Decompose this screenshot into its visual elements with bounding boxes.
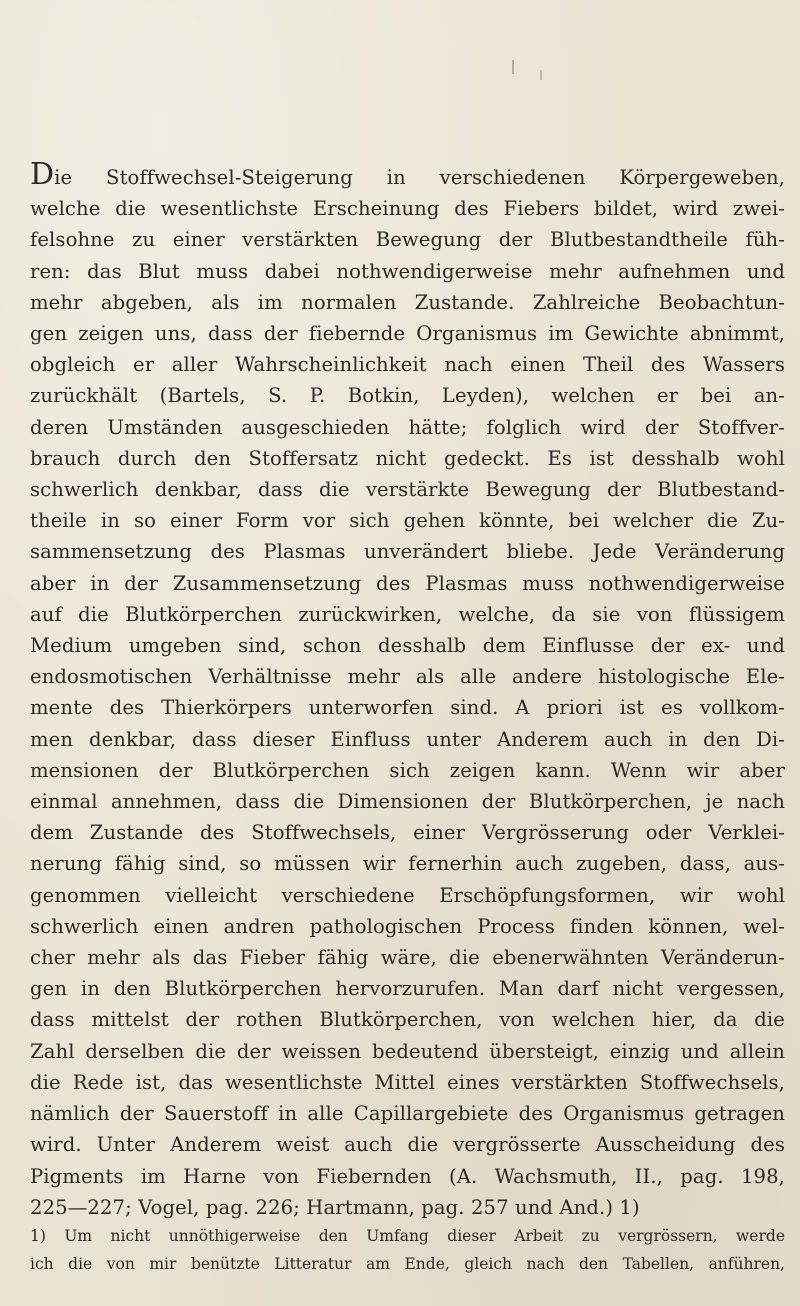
text-line: sammensetzung des Plasmas unverändert bliebe. Jede Veränderung: [30, 540, 785, 564]
text-line: gen zeigen uns, dass der fiebernde Organismus im Gewichte abnimmt,: [30, 322, 785, 346]
text-line: wird. Unter Anderem weist auch die vergrösserte Ausscheidung des: [30, 1133, 785, 1157]
text-line: theile in so einer Form vor sich gehen könnte, bei welcher die Zu-: [30, 509, 785, 533]
text-line: schwerlich einen andren pathologischen Process finden können, wel-: [30, 914, 785, 938]
text-line: schwerlich denkbar, dass die verstärkte Bewegung der Blutbestand-: [30, 478, 785, 502]
text-line: auf die Blutkörperchen zurückwirken, welche, da sie von flüssigem: [30, 602, 785, 626]
text-line: men denkbar, dass dieser Einfluss unter Anderem auch in den Di-: [30, 727, 785, 751]
text-line: genommen vielleicht verschiedene Erschöpfungsformen, wir wohl: [30, 883, 785, 907]
text-line: einmal annehmen, dass die Dimensionen der Blutkörperchen, je nach: [30, 790, 785, 814]
text-line: Die Stoffwechsel-Steigerung in verschiedenen Körpergeweben,: [30, 157, 785, 192]
text-line: gen in den Blutkörperchen hervorzurufen. Man darf nicht vergessen,: [30, 977, 785, 1001]
drop-cap: D: [30, 157, 55, 192]
text-line: nämlich der Sauerstoff in alle Capillargebiete des Organismus getragen: [30, 1102, 785, 1126]
text-line: mehr abgeben, als im normalen Zustande. Zahlreiche Beobachtun-: [30, 290, 785, 314]
print-mark: [540, 70, 542, 80]
print-mark: [512, 60, 514, 74]
text-line: Pigments im Harne von Fiebernden (A. Wachsmuth, II., pag. 198,: [30, 1164, 785, 1188]
text-line: mensionen der Blutkörperchen sich zeigen kann. Wenn wir aber: [30, 758, 785, 782]
footnote-line: ich die von mir benützte Litteratur am Ende, gleich nach den Tabellen, anführen,: [30, 1255, 785, 1273]
text-line: mente des Thierkörpers unterworfen sind. A priori ist es vollkom-: [30, 696, 785, 720]
text-line: nerung fähig sind, so müssen wir fernerhin auch zugeben, dass, aus-: [30, 852, 785, 876]
text-line: felsohne zu einer verstärkten Bewegung der Blutbestandtheile füh-: [30, 228, 785, 252]
main-paragraph: [30, 157, 785, 1223]
text-line: aber in der Zusammensetzung des Plasmas muss nothwendigerweise: [30, 571, 785, 595]
text-line: brauch durch den Stoffersatz nicht gedeckt. Es ist desshalb wohl: [30, 446, 785, 470]
text-line: dem Zustande des Stoffwechsels, einer Vergrösserung oder Verklei-: [30, 821, 785, 845]
text-line: die Rede ist, das wesentlichste Mittel eines verstärkten Stoffwechsels,: [30, 1070, 785, 1094]
text-line: dass mittelst der rothen Blutkörperchen, von welchen hier, da die: [30, 1008, 785, 1032]
text-line: obgleich er aller Wahrscheinlichkeit nach einen Theil des Wassers: [30, 353, 785, 377]
text-line: welche die wesentlichste Erscheinung des Fiebers bildet, wird zwei-: [30, 197, 785, 221]
footnote-line: 1) Um nicht unnöthigerweise den Umfang dieser Arbeit zu vergrössern, werde: [30, 1227, 785, 1245]
footnote: [30, 1222, 785, 1278]
text-line: cher mehr als das Fieber fähig wäre, die ebenerwähnten Veränderun-: [30, 946, 785, 970]
text-line: zurückhält (Bartels, S. P. Botkin, Leyden), welchen er bei an-: [30, 384, 785, 408]
text-line: 225—227; Vogel, pag. 226; Hartmann, pag. 257 und And.) 1): [30, 1195, 640, 1219]
text-line: endosmotischen Verhältnisse mehr als alle andere histologische Ele-: [30, 665, 785, 689]
text-line: Zahl derselben die der weissen bedeutend übersteigt, einzig und allein: [30, 1039, 785, 1063]
text-line: Medium umgeben sind, schon desshalb dem Einflusse der ex- und: [30, 634, 785, 658]
text-line: deren Umständen ausgeschieden hätte; folglich wird der Stoffver-: [30, 415, 785, 439]
text-line: ren: das Blut muss dabei nothwendigerweise mehr aufnehmen und: [30, 259, 785, 283]
